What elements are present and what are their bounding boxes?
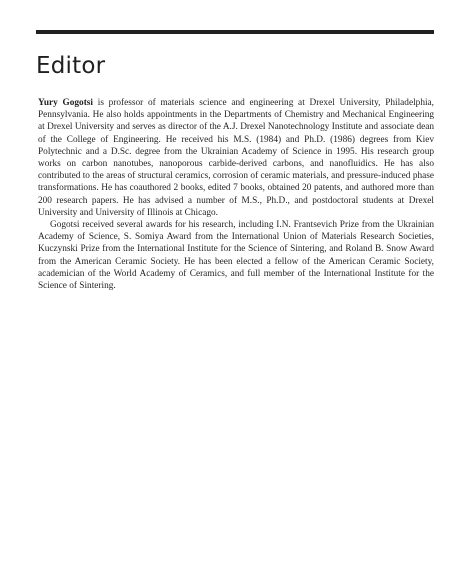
- editor-name: Yury Gogotsi: [38, 98, 94, 108]
- header-rule: [36, 30, 434, 34]
- bio-paragraph-1-text: is professor of materials science and engineering at Drexel University, Philadelphia, Pennsylvania. He also holds appointments in the Departments of Chemistry and Mechanical Engineering at Drexel University and serves as director of the A.J. Drexel Nanotechnology Institute and associate dean of the College of Engineering. He received his M.S. (1984) and Ph.D. (1986) degrees from Kiev Polytechnic and a D.Sc. degree from the Ukrainian Academy of Science in 1995. His research group works on carbon nanotubes, nanoporous carbide-derived carbons, and nanofluidics. He has also contributed to the areas of structural ceramics, corrosion of ceramic materials, and pressure-induced phase transformations. He has coauthored 2 books, edited 7 books, obtained 20 patents, and authored more than 200 research papers. He has advised a number of M.S., Ph.D., and postdoctoral students at Drexel University and University of Illinois at Chicago.: [38, 98, 434, 218]
- bio-paragraph-2: Gogotsi received several awards for his research, including I.N. Frantsevich Prize from the Ukrainian Academy of Science, S. Somiya Award from the International Union of Materials Research Societies, Kuczynski Prize from the International Institute for the Science of Sintering, and Roland B. Snow Award from the American Ceramic Society. He has been elected a fellow of the American Ceramic Society, academician of the World Academy of Ceramics, and full member of the International Institute for the Science of Sintering.: [38, 220, 434, 292]
- page-title: Editor: [36, 53, 106, 79]
- editor-bio: [38, 97, 434, 292]
- bio-paragraph-1: [38, 97, 434, 219]
